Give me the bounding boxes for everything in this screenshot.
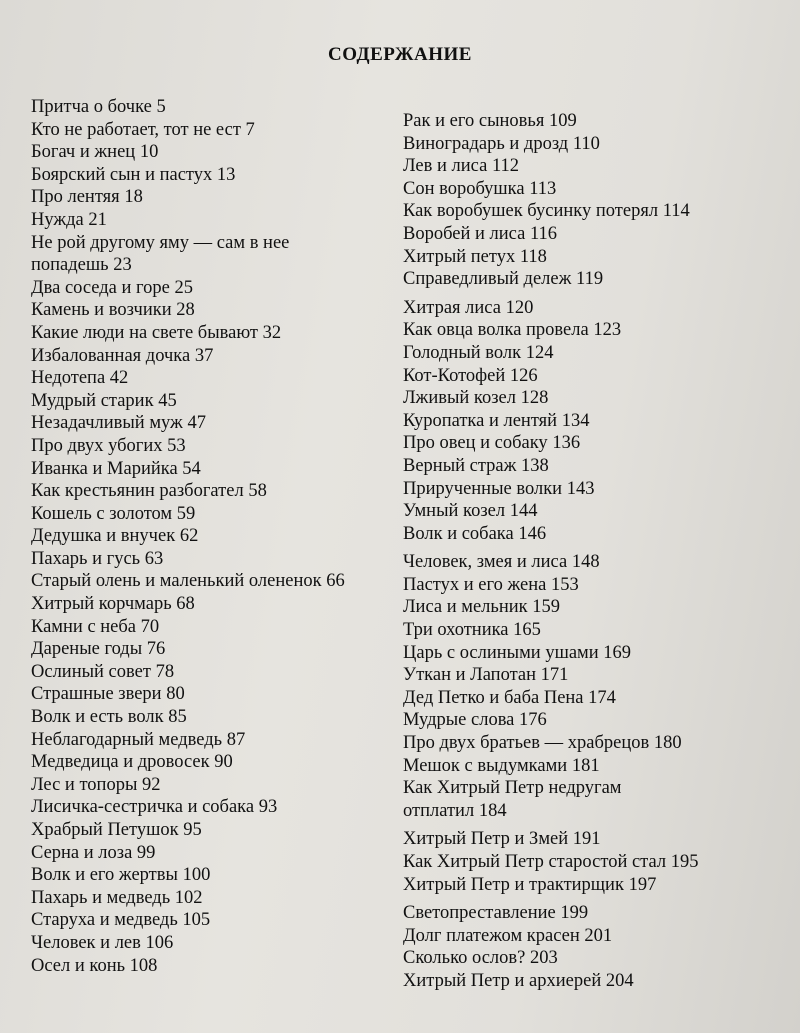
toc-entry	[403, 223, 793, 246]
toc-entry-title: Кто не работает, тот не ест	[31, 119, 241, 140]
toc-entry	[31, 141, 391, 164]
toc-entry-title: Ослиный совет	[31, 661, 151, 682]
toc-entry	[403, 432, 793, 455]
toc-entry	[403, 664, 793, 687]
toc-entry	[403, 455, 793, 478]
toc-entry-page: 105	[182, 910, 211, 931]
toc-entry-page: 37	[194, 345, 214, 366]
toc-entry-page: 126	[509, 365, 538, 386]
toc-entry	[403, 110, 793, 133]
toc-entry	[403, 297, 793, 320]
toc-entry-page: 13	[216, 164, 236, 185]
toc-entry-title: Царь с ослиными ушами	[403, 642, 599, 663]
toc-entry-title: Старуха и медведь	[31, 910, 178, 931]
toc-entry-title: Хитрый корчмарь	[31, 594, 172, 615]
toc-entry-title: Серна и лоза	[31, 842, 133, 863]
toc-entry-title: Три охотника	[403, 620, 509, 641]
toc-entry	[31, 96, 391, 119]
toc-entry-page: 123	[593, 320, 622, 341]
toc-entry-page: 70	[140, 616, 160, 637]
toc-entry	[31, 774, 391, 797]
toc-entry-page: 28	[176, 300, 195, 321]
toc-entry-title: Светопреставление	[403, 903, 556, 924]
toc-entry-page: 10	[139, 142, 159, 163]
toc-entry	[31, 570, 391, 593]
toc-entry-title: Про двух убогих	[31, 435, 163, 456]
toc-entry-page: 7	[245, 119, 255, 140]
toc-entry	[31, 661, 391, 684]
toc-entry-page: 118	[519, 246, 547, 267]
toc-entry	[403, 755, 793, 778]
toc-entry-page: 174	[588, 687, 616, 708]
toc-entry	[403, 268, 793, 291]
toc-entry	[403, 777, 793, 800]
toc-entry	[31, 638, 391, 661]
toc-entry-title: Хитрая лиса	[403, 297, 501, 318]
toc-entry	[403, 874, 793, 897]
toc-entry-title: Медведица и дровосек	[31, 752, 210, 773]
toc-entry-title: Хитрый Петр и Змей	[403, 829, 569, 850]
toc-entry	[403, 574, 793, 597]
toc-entry	[403, 246, 793, 269]
toc-entry-page: 110	[572, 133, 600, 154]
toc-entry-page: 95	[183, 820, 202, 840]
toc-entry-page: 112	[491, 156, 520, 177]
toc-entry-title: Кошель с золотом	[31, 503, 173, 524]
toc-entry-title: Страшные звери	[31, 684, 162, 705]
page-title: СОДЕРЖАНИЕ	[328, 44, 472, 65]
toc-entry-title: Человек, змея и лиса	[403, 552, 568, 573]
toc-entry	[31, 119, 391, 142]
toc-entry-title: Лживый козел	[403, 388, 516, 409]
toc-entry	[403, 523, 793, 546]
toc-entry	[31, 796, 391, 819]
toc-entry	[31, 525, 391, 548]
toc-entry-title: Недотепа	[31, 368, 106, 389]
toc-entry-title: Какие люди на свете бывают	[31, 322, 258, 343]
toc-entry	[403, 200, 793, 223]
toc-entry	[31, 864, 391, 887]
toc-entry-page: 119	[576, 269, 604, 290]
toc-entry-page: 114	[662, 201, 690, 222]
toc-entry	[31, 503, 391, 526]
toc-entry-page: 113	[529, 178, 557, 199]
toc-entry-title: Старый олень и маленький олененок	[31, 571, 322, 592]
toc-entry	[31, 186, 391, 209]
toc-entry-page: 53	[167, 435, 186, 456]
toc-entry-page: 106	[145, 932, 174, 953]
toc-entry-page: 92	[142, 774, 161, 795]
toc-entry-page: 102	[174, 887, 203, 908]
toc-entry-page: 116	[529, 223, 558, 244]
toc-entry-title: Как Хитрый Петр недругам	[403, 778, 622, 799]
toc-entry	[31, 322, 391, 345]
toc-entry	[403, 828, 793, 851]
toc-entry-title: Рак и его сыновья	[403, 111, 545, 131]
toc-entry-page: 134	[561, 410, 590, 431]
toc-entry-title: Лиса и мельник	[403, 597, 528, 618]
toc-entry	[403, 133, 793, 156]
toc-entry	[31, 548, 391, 571]
toc-entry-title: Виноградарь и дрозд	[403, 133, 569, 154]
toc-entry-page: 90	[214, 752, 233, 773]
toc-entry-page: 100	[182, 865, 211, 886]
toc-entry-page: 184	[478, 800, 507, 821]
toc-entry-page: 143	[566, 478, 595, 499]
toc-entry-title: Кот-Котофей	[403, 365, 506, 386]
toc-entry-title: Лев и лиса	[403, 156, 488, 177]
toc-entry	[403, 709, 793, 732]
toc-entry-page: 62	[179, 526, 199, 547]
toc-entry-page: 99	[136, 842, 156, 863]
toc-entry-title: Куропатка и лентяй	[403, 410, 558, 431]
toc-entry-page: 180	[653, 733, 682, 754]
toc-entry-title: Два соседа и горе	[31, 277, 170, 298]
toc-entry-page: 153	[550, 574, 579, 595]
toc-entry-page: 144	[509, 501, 538, 522]
toc-entry-page: 93	[258, 797, 278, 818]
toc-entry-title: Как крестьянин разбогател	[31, 481, 244, 502]
toc-entry	[403, 596, 793, 619]
toc-entry-page: 18	[124, 187, 143, 208]
toc-entry-title: Мудрый старик	[31, 390, 154, 411]
toc-entry-title: Как воробушек бусинку потерял	[403, 201, 659, 222]
toc-entry	[31, 412, 391, 435]
toc-entry	[403, 851, 793, 874]
toc-entry-page: 159	[532, 597, 560, 618]
toc-entry-title: Волк и его жертвы	[31, 865, 178, 886]
toc-entry	[403, 902, 793, 925]
toc-entry-title: Нужда	[31, 209, 84, 230]
toc-entry-title: Волк и собака	[403, 523, 514, 544]
toc-entry-title: Как овца волка провела	[403, 320, 589, 341]
toc-entry	[403, 947, 793, 970]
toc-entry-page: 120	[505, 297, 534, 318]
toc-entry-title: попадешь	[31, 255, 109, 276]
toc-entry	[31, 729, 391, 752]
toc-entry-title: Как Хитрый Петр старостой стал	[403, 852, 667, 872]
toc-entry-page: 195	[670, 852, 699, 872]
toc-entry-page: 59	[176, 503, 196, 524]
toc-entry	[31, 164, 391, 187]
toc-entry-page: 23	[113, 255, 132, 276]
toc-entry-title: Сон воробушка	[403, 178, 525, 199]
toc-entry-page: 138	[521, 455, 549, 476]
toc-entry	[31, 435, 391, 458]
toc-entry-title: Справедливый дележ	[403, 269, 572, 290]
toc-entry	[403, 155, 793, 178]
toc-entry-title: Пахарь и гусь	[31, 548, 141, 569]
toc-entry-title: Храбрый Петушок	[31, 820, 179, 840]
toc-entry-title: Неблагодарный медведь	[31, 729, 223, 750]
toc-entry	[403, 925, 793, 948]
toc-entry-page: 21	[88, 209, 107, 230]
toc-entry-page: 204	[605, 970, 634, 991]
toc-entry-title: Верный страж	[403, 455, 517, 476]
toc-entry	[31, 254, 391, 277]
toc-entry	[31, 706, 391, 729]
toc-entry-title: Волк и есть волк	[31, 707, 164, 728]
toc-entry-title: Пахарь и медведь	[31, 887, 171, 908]
toc-entry	[403, 970, 793, 993]
toc-entry-title: Умный козел	[403, 501, 506, 522]
toc-entry-page: 87	[226, 729, 246, 750]
toc-entry-title: Иванка и Марийка	[31, 458, 178, 479]
toc-entry	[31, 683, 391, 706]
toc-entry-title: Дед Петко и баба Пена	[403, 687, 584, 708]
toc-entry	[31, 277, 391, 300]
toc-entry-page: 63	[144, 548, 164, 569]
toc-entry-page: 108	[129, 955, 158, 976]
toc-entry-page: 201	[584, 925, 613, 946]
toc-entry-page: 169	[603, 642, 632, 663]
toc-entry-title: Про двух братьев — храбрецов	[403, 733, 650, 754]
toc-entry-title: Уткан и Лапотан	[403, 665, 536, 686]
toc-entry-title: Сколько ослов?	[403, 948, 526, 969]
toc-entry	[403, 687, 793, 710]
toc-column-left	[31, 96, 391, 977]
toc-entry-page: 148	[571, 552, 600, 573]
toc-entry-title: Боярский сын и пастух	[31, 164, 213, 185]
toc-entry-title: Долг платежом красен	[403, 925, 580, 946]
toc-entry-page: 45	[158, 390, 177, 411]
toc-entry-title: Мешок с выдумками	[403, 755, 568, 776]
toc-entry-page: 136	[552, 433, 581, 454]
toc-entry	[31, 751, 391, 774]
toc-entry-title: Хитрый Петр и трактирщик	[403, 874, 624, 895]
toc-entry-page: 109	[548, 111, 577, 131]
toc-entry-title: Незадачливый муж	[31, 413, 183, 434]
toc-entry-page: 197	[628, 874, 657, 895]
toc-entry-title: Голодный волк	[403, 342, 522, 363]
toc-entry	[31, 909, 391, 932]
toc-entry	[403, 410, 793, 433]
toc-entry-title: Хитрый петух	[403, 246, 516, 267]
toc-entry-title: Избалованная дочка	[31, 345, 191, 366]
toc-entry-page: 124	[525, 342, 554, 363]
toc-entry	[31, 819, 391, 842]
toc-entry	[403, 365, 793, 388]
toc-entry-page: 203	[529, 948, 558, 969]
toc-entry-title: Воробей и лиса	[403, 223, 526, 244]
toc-entry	[31, 232, 391, 255]
toc-entry-page: 25	[174, 277, 194, 298]
toc-entry	[31, 390, 391, 413]
toc-entry-page: 181	[571, 755, 600, 776]
toc-entry	[403, 342, 793, 365]
toc-entry-title: Человек и лев	[31, 932, 141, 953]
toc-entry-title: Лес и топоры	[31, 774, 138, 795]
toc-entry-title: отплатил	[403, 800, 475, 821]
toc-entry-page: 54	[182, 458, 201, 479]
toc-entry	[403, 732, 793, 755]
toc-entry-page: 171	[540, 665, 569, 686]
toc-entry-page: 199	[560, 903, 589, 924]
toc-entry-title: Про овец и собаку	[403, 433, 548, 454]
toc-entry-title: Пастух и его жена	[403, 574, 547, 595]
toc-entry-page: 191	[572, 829, 601, 850]
toc-entry-title: Камень и возчики	[31, 300, 172, 321]
toc-entry	[403, 319, 793, 342]
toc-entry-page: 76	[146, 639, 166, 660]
toc-entry-title: Камни с неба	[31, 616, 137, 637]
toc-entry-title: Хитрый Петр и архиерей	[403, 970, 602, 991]
toc-entry-title: Дедушка и внучек	[31, 526, 176, 547]
toc-entry	[31, 480, 391, 503]
toc-entry	[31, 932, 391, 955]
toc-entry	[31, 299, 391, 322]
toc-entry	[31, 593, 391, 616]
toc-entry-page: 165	[513, 620, 541, 641]
toc-entry	[31, 955, 391, 978]
toc-entry-page: 176	[519, 710, 547, 731]
toc-entry	[31, 887, 391, 910]
toc-entry-title: Не рой другому яму — сам в нее	[31, 232, 290, 253]
toc-entry-title: Лисичка-сестричка и собака	[31, 797, 255, 818]
toc-entry-title: Богач и жнец	[31, 142, 136, 163]
toc-entry-title: Прирученные волки	[403, 478, 563, 499]
toc-entry	[403, 387, 793, 410]
toc-entry	[403, 478, 793, 501]
toc-entry	[31, 367, 391, 390]
toc-entry-page: 80	[166, 684, 185, 705]
toc-entry-page: 128	[520, 388, 549, 409]
toc-entry	[403, 500, 793, 523]
toc-entry-page: 5	[156, 97, 166, 117]
toc-entry	[31, 616, 391, 639]
toc-entry	[31, 842, 391, 865]
toc-entry	[403, 551, 793, 574]
toc-entry	[403, 619, 793, 642]
toc-entry-title: Про лентяя	[31, 187, 120, 208]
toc-entry-page: 66	[326, 571, 345, 592]
toc-entry-page: 68	[176, 594, 195, 615]
toc-entry-page: 47	[187, 413, 206, 434]
toc-entry	[403, 800, 793, 823]
toc-column-right	[403, 110, 793, 993]
toc-entry-page: 42	[109, 368, 129, 389]
toc-entry-title: Осел и конь	[31, 955, 126, 976]
toc-entry-title: Притча о бочке	[31, 97, 152, 117]
toc-entry-title: Дареные годы	[31, 639, 143, 660]
toc-entry	[31, 345, 391, 368]
toc-entry-page: 78	[155, 661, 175, 682]
toc-entry	[31, 209, 391, 232]
toc-entry	[403, 178, 793, 201]
toc-entry	[403, 642, 793, 665]
toc-entry-page: 85	[168, 707, 187, 728]
toc-entry	[31, 458, 391, 481]
toc-entry-page: 32	[262, 322, 282, 343]
toc-entry-title: Мудрые слова	[403, 710, 515, 731]
toc-entry-page: 58	[248, 481, 267, 502]
toc-entry-page: 146	[518, 523, 547, 544]
